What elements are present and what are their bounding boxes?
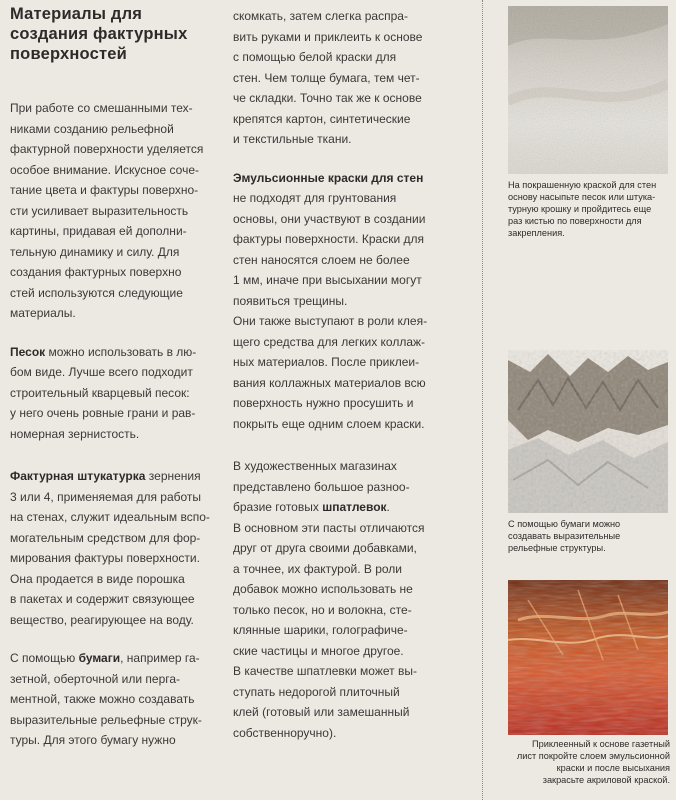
text-line: собственноручно). — [233, 725, 337, 740]
text-line: зетной, оберточной или перга- — [10, 671, 181, 686]
text-line: могательным средством для фор- — [10, 530, 201, 545]
text-line — [10, 342, 224, 363]
text-line: скомкать, затем слегка распра- — [233, 9, 408, 23]
text-line: стен наносятся слоем не более — [233, 252, 410, 267]
text-line: основы, они участвуют в создании — [233, 211, 426, 226]
text-line: клянные шарики, голографиче- — [233, 623, 408, 637]
text-line: у него очень ровные грани и рав- — [10, 406, 196, 420]
sand-heading: Песок — [10, 344, 46, 359]
text-line: В качестве шпатлевки может вы- — [233, 664, 417, 678]
page-title — [10, 0, 224, 64]
plaster-paragraph — [10, 466, 224, 630]
sand-paragraph — [10, 342, 224, 445]
text-line: материалы. — [10, 306, 76, 320]
text-line: друг от друга своими добавками, — [233, 541, 417, 555]
text-line: картины, придавая ей дополни- — [10, 224, 187, 238]
text-span: . — [386, 500, 390, 514]
column-divider — [482, 0, 483, 800]
text-line: не подходят для грунтования — [233, 191, 397, 205]
text-line: поверхность нужно просушить и — [233, 396, 414, 410]
putty-paragraph — [233, 456, 461, 743]
paper-keyword: бумаги — [78, 651, 121, 665]
text-line: че складки. Точно так же к основе — [233, 91, 422, 105]
paper-paragraph — [10, 648, 224, 751]
text-line: стен. Чем толще бумага, тем чет- — [233, 70, 420, 85]
text-line: мирования фактуры поверхности. — [10, 551, 200, 565]
text-column-left — [10, 0, 224, 751]
caption-line: основу насыпьте песок или штука- — [508, 192, 656, 202]
text-line: ных материалов. После приклеи- — [233, 355, 420, 369]
title-line: Материалы для — [10, 5, 143, 23]
text-line: тельную динамику и силу. Для — [10, 244, 180, 259]
text-line: крепятся картон, синтетические — [233, 111, 411, 126]
text-line: стей используются следующие — [10, 285, 183, 300]
text-line: никами созданию рельефной — [10, 121, 174, 136]
text-line: щего средства для легких коллаж- — [233, 334, 426, 349]
text-line: добавок можно использовать не — [233, 582, 413, 596]
text-line: и текстильные ткани. — [233, 132, 352, 146]
caption-newspaper — [508, 738, 670, 786]
text-line: вания коллажных материалов всю — [233, 375, 426, 390]
text-line: Они также выступают в роли клея- — [233, 314, 428, 328]
text-span: зернения — [145, 469, 201, 483]
caption-line: С помощью бумаги можно — [508, 519, 621, 529]
text-line — [233, 497, 461, 518]
text-line — [10, 648, 224, 669]
text-line: В основном эти пасты отличаются — [233, 520, 425, 535]
title-line: поверхностей — [10, 45, 127, 63]
emulsion-paragraph — [233, 168, 461, 435]
putty-keyword: шпатлевок — [322, 500, 387, 514]
text-line: с помощью белой краски для — [233, 50, 397, 64]
text-line: туры. Для этого бумагу нужно — [10, 733, 176, 747]
caption-paper — [508, 518, 670, 554]
caption-line: рельефные структуры. — [508, 543, 606, 553]
text-line: ские частицы и многое другое. — [233, 643, 404, 658]
text-line: При работе со смешанными тех- — [10, 101, 193, 115]
caption-line: раз кистью по поверхности для — [508, 216, 642, 226]
text-line: фактурной поверхности уделяется — [10, 142, 204, 156]
emulsion-heading: Эмульсионные краски для стен — [233, 170, 424, 185]
text-line: ступать недорогой плиточный — [233, 684, 400, 699]
text-line: вить руками и приклеить к основе — [233, 29, 423, 44]
text-line: выразительные рельефные струк- — [10, 712, 202, 727]
text-line: сти усиливает выразительность — [10, 203, 189, 218]
intro-paragraph — [10, 98, 224, 324]
text-line: создания фактурных поверхно — [10, 265, 182, 279]
text-span: можно использовать в лю- — [45, 344, 197, 359]
text-line: появиться трещины. — [233, 293, 348, 308]
caption-line: закрепления. — [508, 228, 565, 238]
plaster-heading: Фактурная штукатурка — [10, 469, 146, 483]
caption-line: закрасьте акриловой краской. — [542, 775, 670, 785]
text-line: в пакетах и содержит связующее — [10, 592, 195, 606]
text-line: бом виде. Лучше всего подходит — [10, 365, 193, 379]
caption-line: лист покройте слоем эмульсионной — [516, 751, 670, 761]
text-line — [10, 466, 224, 487]
text-column-middle — [233, 6, 461, 743]
caption-line: создавать выразительные — [508, 531, 621, 541]
text-line: вещество, реагирующее на воду. — [10, 612, 194, 627]
text-span: С помощью — [10, 651, 79, 665]
text-line: покрыть еще одним слоем краски. — [233, 416, 425, 431]
paper-continued-paragraph — [233, 6, 461, 150]
text-line: представлено большое разноо- — [233, 479, 410, 494]
text-line: тание цвета и фактуры поверхно- — [10, 183, 199, 197]
caption-line: краски и после высыхания — [556, 763, 670, 773]
caption-line: На покрашенную краской для стен — [508, 180, 657, 190]
text-line: клей (готовый или замешанный — [233, 705, 410, 719]
text-span: бразие готовых — [233, 500, 323, 514]
caption-line: Приклеенный к основе газетный — [532, 739, 670, 749]
sand-texture-photo — [508, 6, 668, 174]
caption-line: турную крошку и пройдитесь еще — [508, 204, 652, 214]
crumpled-paper-photo — [508, 350, 668, 513]
text-line: ментной, также можно создавать — [10, 692, 195, 706]
text-line: 1 мм, иначе при высыхании могут — [233, 273, 422, 287]
caption-sand — [508, 179, 670, 239]
title-line: создания фактурных — [10, 25, 188, 43]
text-line: 3 или 4, применяемая для работы — [10, 489, 202, 504]
text-line: Она продается в виде порошка — [10, 571, 185, 586]
text-line: номерная зернистость. — [10, 426, 140, 441]
text-line: особое внимание. Искусное сочe- — [10, 162, 199, 177]
text-line: на стенах, служит идеальным вспо- — [10, 510, 210, 524]
text-line: только песок, но и волокна, сте- — [233, 602, 412, 617]
text-line: а точнее, их фактурой. В роли — [233, 561, 402, 576]
text-span: , например га- — [120, 651, 200, 665]
text-line: фактуры поверхности. Краски для — [233, 232, 424, 246]
text-line: В художественных магазинах — [233, 459, 397, 473]
text-line: строительный кварцевый песок: — [10, 385, 190, 400]
painted-newspaper-photo — [508, 580, 668, 735]
